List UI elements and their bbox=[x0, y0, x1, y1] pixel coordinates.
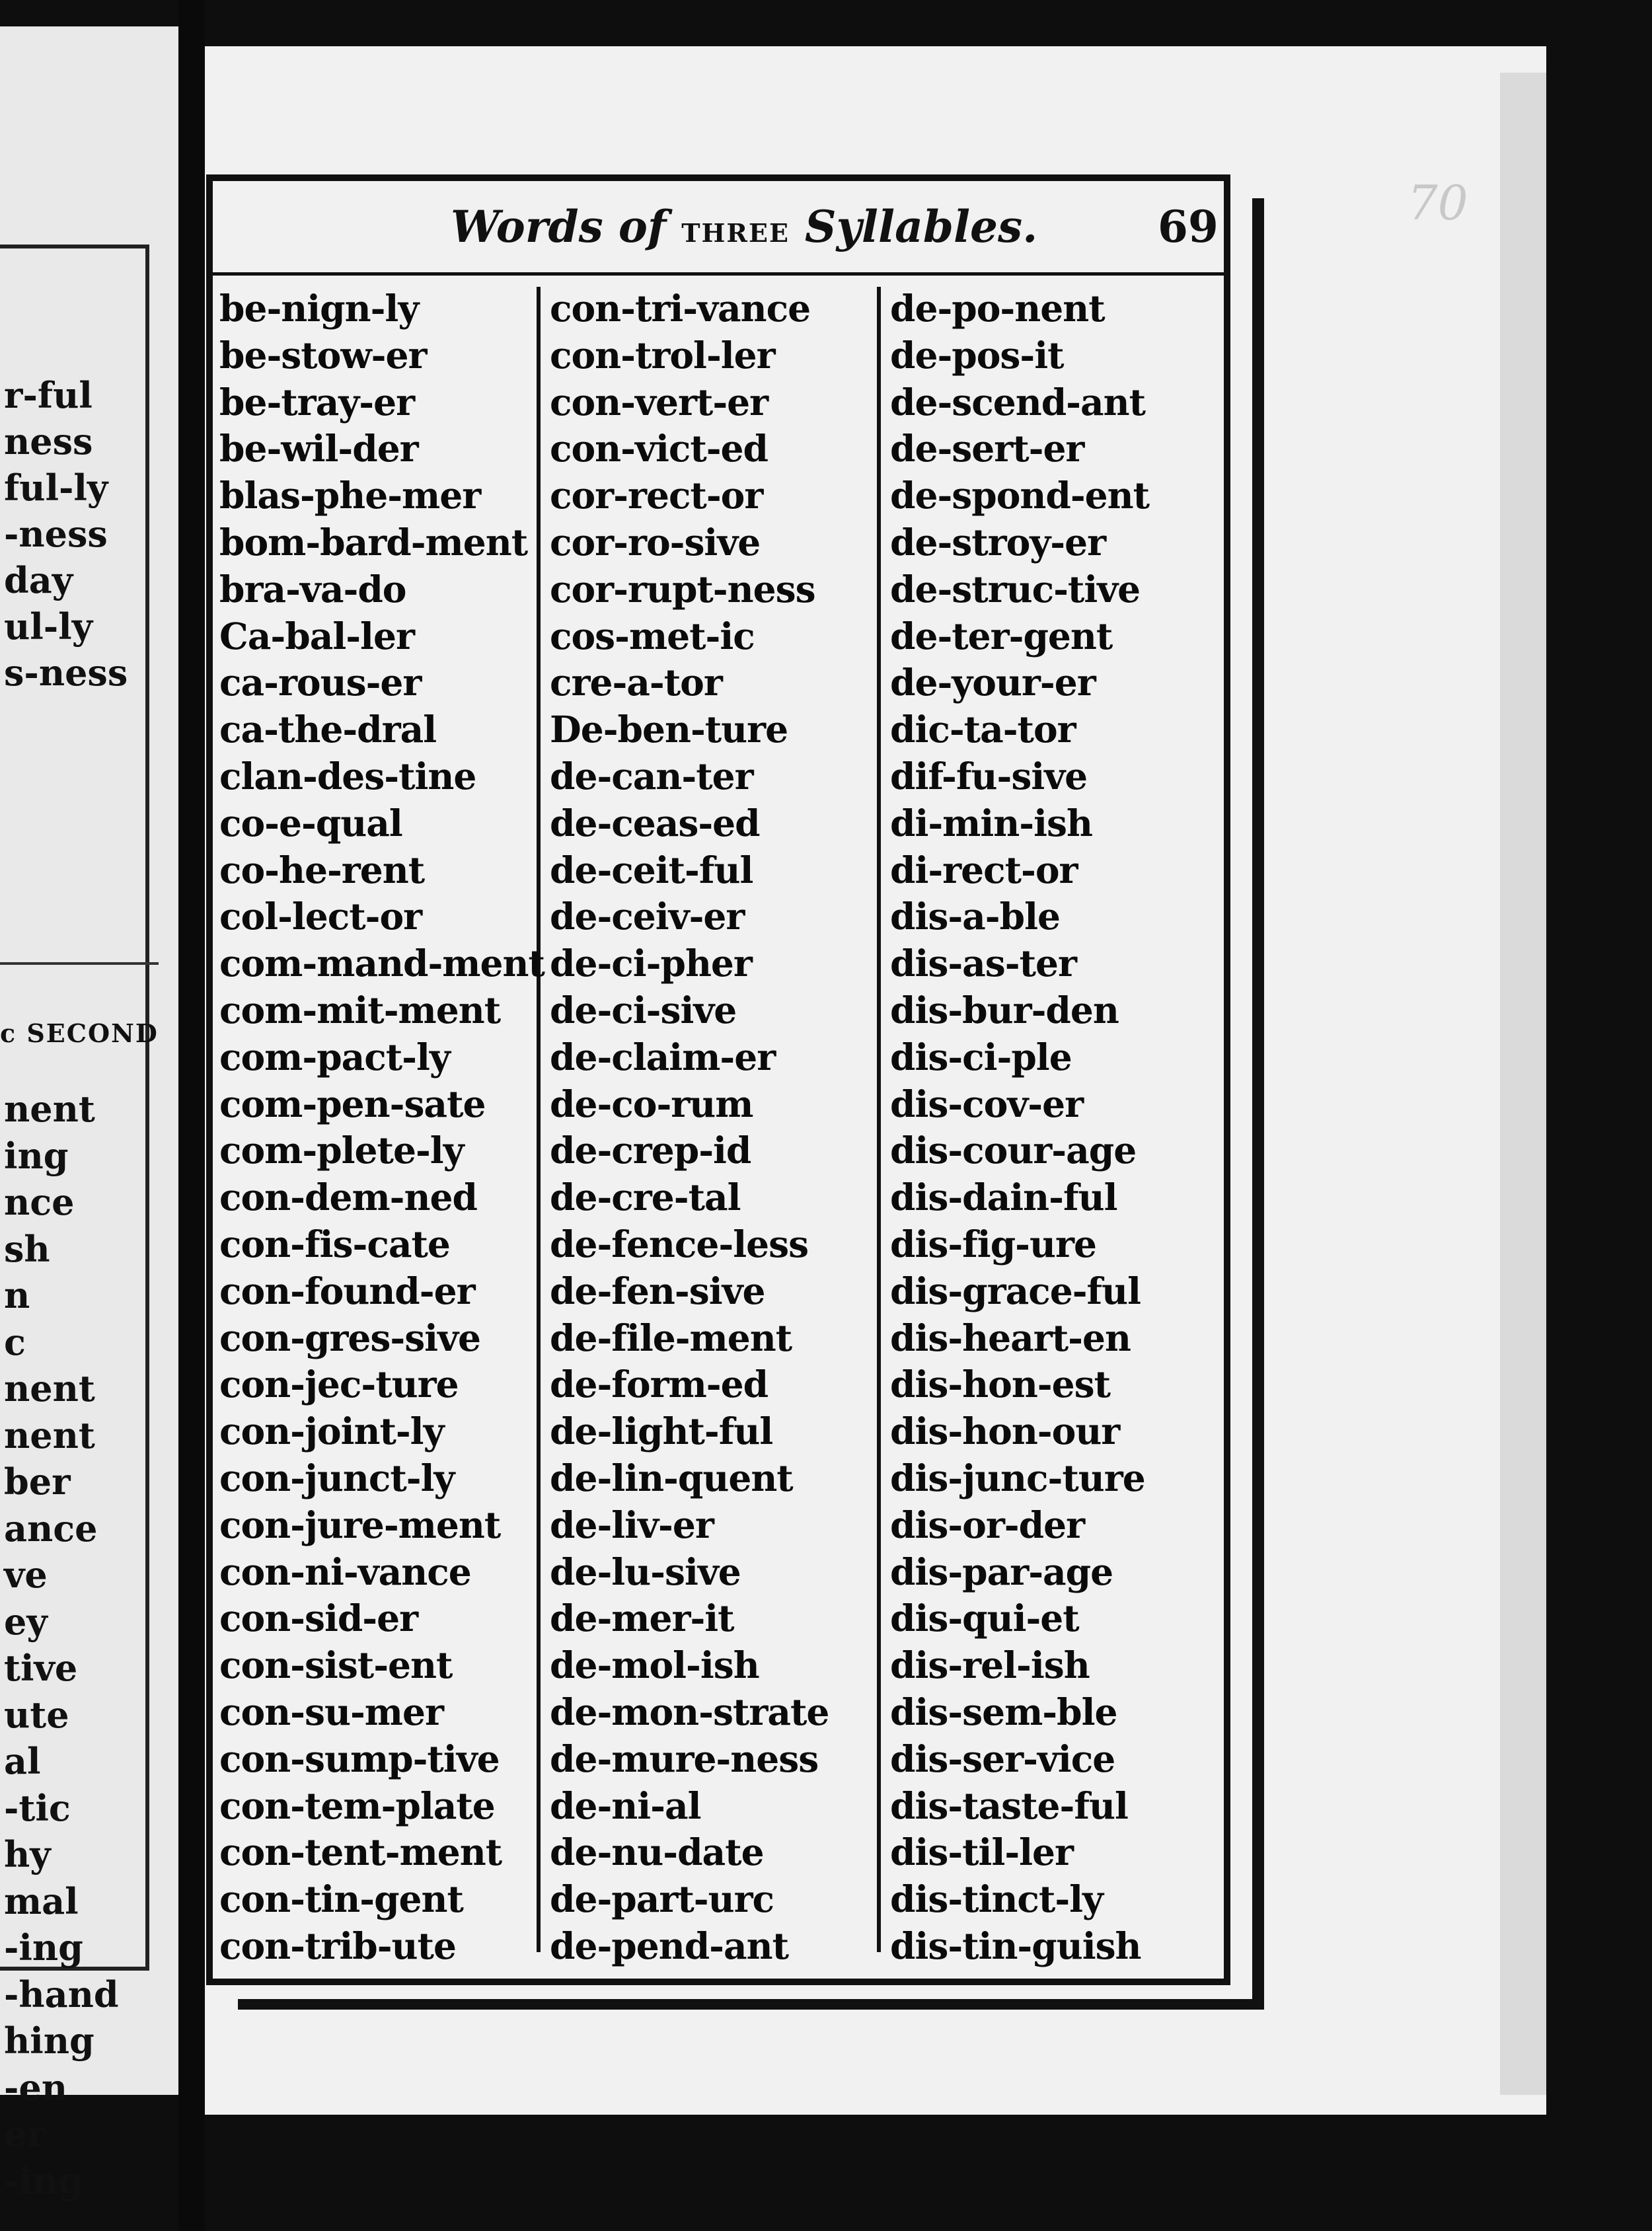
left-word: ance bbox=[4, 1507, 98, 1550]
word-entry: de-pend-ant bbox=[550, 1924, 789, 1967]
word-entry: dis-as-ter bbox=[890, 942, 1076, 985]
word-entry: be-tray-er bbox=[219, 380, 415, 424]
page-title bbox=[451, 201, 1037, 252]
word-entry: cos-met-ic bbox=[550, 614, 755, 658]
left-word: ness bbox=[4, 420, 93, 463]
left-word: r-ful bbox=[4, 374, 93, 416]
left-word: ute bbox=[4, 1693, 69, 1736]
word-entry: con-tent-ment bbox=[219, 1831, 502, 1874]
left-word: tive bbox=[4, 1647, 78, 1689]
left-word: -ness bbox=[4, 513, 108, 555]
word-entry: de-file-ment bbox=[550, 1316, 792, 1359]
word-entry: dis-qui-et bbox=[890, 1597, 1079, 1640]
left-word: nent bbox=[4, 1367, 95, 1410]
left-word: ey bbox=[4, 1600, 48, 1643]
header-rule bbox=[213, 272, 1224, 276]
word-entry: clan-des-tine bbox=[219, 754, 476, 798]
word-entry: con-sid-er bbox=[219, 1597, 418, 1640]
word-column-1 bbox=[219, 285, 544, 1970]
word-entry: de-liv-er bbox=[550, 1503, 714, 1546]
left-word: ing bbox=[4, 1134, 69, 1177]
left-word: -ing bbox=[4, 2159, 83, 2202]
word-entry: de-mol-ish bbox=[550, 1644, 759, 1687]
left-word: -hand bbox=[4, 1973, 119, 2016]
word-entry: com-mit-ment bbox=[219, 988, 501, 1032]
word-entry: con-joint-ly bbox=[219, 1410, 444, 1453]
word-entry: de-pos-it bbox=[890, 333, 1064, 377]
word-entry: dis-ser-vice bbox=[890, 1737, 1115, 1780]
word-entry: di-rect-or bbox=[890, 848, 1078, 891]
word-entry: com-plete-ly bbox=[219, 1129, 464, 1172]
left-word: sh bbox=[4, 1227, 50, 1270]
word-entry: dis-fig-ure bbox=[890, 1222, 1096, 1266]
word-entry: con-junct-ly bbox=[219, 1456, 455, 1499]
word-entry: dis-heart-en bbox=[890, 1316, 1131, 1359]
word-entry: de-light-ful bbox=[550, 1410, 773, 1453]
word-entry: de-ni-al bbox=[550, 1784, 701, 1827]
word-entry: col-lect-or bbox=[219, 895, 422, 938]
word-entry: dis-rel-ish bbox=[890, 1644, 1090, 1687]
word-entry: dis-sem-ble bbox=[890, 1690, 1117, 1733]
word-entry: de-scend-ant bbox=[890, 380, 1146, 424]
word-entry: con-vict-ed bbox=[550, 427, 769, 471]
word-entry: de-mer-it bbox=[550, 1597, 734, 1640]
word-entry: de-ter-gent bbox=[890, 614, 1113, 658]
word-entry: de-ceas-ed bbox=[550, 801, 760, 845]
word-entry: dis-ci-ple bbox=[890, 1035, 1072, 1078]
word-entry: cre-a-tor bbox=[550, 661, 722, 704]
word-entry: con-sump-tive bbox=[219, 1737, 500, 1780]
left-word: nent bbox=[4, 1414, 95, 1456]
left-divider bbox=[0, 962, 159, 965]
word-entry: de-struc-tive bbox=[890, 567, 1141, 611]
word-entry: de-sert-er bbox=[890, 427, 1084, 471]
word-entry: dis-bur-den bbox=[890, 988, 1119, 1032]
word-entry: de-mon-strate bbox=[550, 1690, 829, 1733]
word-entry: de-can-ter bbox=[550, 754, 753, 798]
word-column-3 bbox=[890, 285, 1149, 1970]
word-entry: com-mand-ment bbox=[219, 942, 544, 985]
word-entry: bom-bard-ment bbox=[219, 520, 528, 564]
word-entry: dif-fu-sive bbox=[890, 754, 1088, 798]
word-entry: di-min-ish bbox=[890, 801, 1092, 845]
word-entry: con-jure-ment bbox=[219, 1503, 501, 1546]
word-entry: co-e-qual bbox=[219, 801, 402, 845]
word-entry: ca-rous-er bbox=[219, 661, 422, 704]
word-entry: dis-junc-ture bbox=[890, 1456, 1145, 1499]
book-binding bbox=[178, 0, 205, 2231]
word-entry: con-tin-gent bbox=[219, 1877, 463, 1921]
word-entry: con-jec-ture bbox=[219, 1363, 459, 1406]
word-entry: dis-hon-our bbox=[890, 1410, 1120, 1453]
word-entry: be-nign-ly bbox=[219, 287, 419, 330]
word-list-frame bbox=[206, 174, 1230, 1985]
word-entry: de-ceit-ful bbox=[550, 848, 753, 891]
word-entry: com-pact-ly bbox=[219, 1035, 450, 1078]
title-part-caps: three bbox=[681, 208, 790, 250]
word-entry: dis-dain-ful bbox=[890, 1176, 1117, 1219]
word-entry: cor-ro-sive bbox=[550, 520, 761, 564]
left-word: hing bbox=[4, 2020, 94, 2062]
word-entry: com-pen-sate bbox=[219, 1082, 486, 1125]
word-entry: con-trib-ute bbox=[219, 1924, 456, 1967]
word-entry: de-ceiv-er bbox=[550, 895, 745, 938]
word-entry: con-trol-ler bbox=[550, 333, 775, 377]
word-entry: con-gres-sive bbox=[219, 1316, 481, 1359]
word-entry: de-fen-sive bbox=[550, 1269, 765, 1312]
word-entry: de-claim-er bbox=[550, 1035, 776, 1078]
word-entry: de-lu-sive bbox=[550, 1550, 741, 1593]
word-entry: dis-tinct-ly bbox=[890, 1877, 1104, 1921]
word-entry: be-wil-der bbox=[219, 427, 418, 471]
word-entry: de-fence-less bbox=[550, 1222, 809, 1266]
word-entry: de-stroy-er bbox=[890, 520, 1106, 564]
word-entry: de-form-ed bbox=[550, 1363, 769, 1406]
left-word: nce bbox=[4, 1181, 75, 1223]
word-entry: con-ni-vance bbox=[219, 1550, 471, 1593]
left-word: -en bbox=[4, 2066, 68, 2109]
page-number: 69 bbox=[1158, 201, 1219, 252]
word-entry: dis-a-ble bbox=[890, 895, 1060, 938]
word-entry: cor-rupt-ness bbox=[550, 567, 815, 611]
left-word: ful-ly bbox=[4, 467, 108, 509]
word-entry: de-po-nent bbox=[890, 287, 1105, 330]
word-entry: De-ben-ture bbox=[550, 708, 788, 751]
word-entry: co-he-rent bbox=[219, 848, 425, 891]
left-word: -tic bbox=[4, 1786, 71, 1829]
page-edge bbox=[1500, 73, 1546, 2095]
word-entry: con-sist-ent bbox=[219, 1644, 453, 1687]
word-entry: de-crep-id bbox=[550, 1129, 751, 1172]
word-entry: dis-tin-guish bbox=[890, 1924, 1141, 1967]
word-entry: be-stow-er bbox=[219, 333, 427, 377]
word-entry: de-lin-quent bbox=[550, 1456, 793, 1499]
word-entry: bra-va-do bbox=[219, 567, 406, 611]
word-entry: dis-grace-ful bbox=[890, 1269, 1141, 1312]
word-entry: dis-cov-er bbox=[890, 1082, 1084, 1125]
word-entry: con-tem-plate bbox=[219, 1784, 495, 1827]
word-entry: cor-rect-or bbox=[550, 474, 763, 517]
title-part: Words of bbox=[451, 201, 667, 252]
title-part: Syllables. bbox=[804, 201, 1038, 252]
bleed-through-text: 70 bbox=[1408, 175, 1468, 231]
left-word: nent bbox=[4, 1088, 95, 1130]
word-entry: con-fis-cate bbox=[219, 1222, 450, 1266]
left-word: ve bbox=[4, 1554, 48, 1596]
left-word: ul-ly bbox=[4, 605, 93, 648]
left-word: al bbox=[4, 1740, 41, 1782]
word-entry: Ca-bal-ler bbox=[219, 614, 414, 658]
previous-page bbox=[0, 26, 186, 2202]
word-entry: dis-or-der bbox=[890, 1503, 1085, 1546]
left-word: hy bbox=[4, 1833, 51, 1875]
word-entry: de-ci-sive bbox=[550, 988, 737, 1032]
word-entry: de-part-urc bbox=[550, 1877, 774, 1921]
word-entry: dis-cour-age bbox=[890, 1129, 1137, 1172]
previous-page-frame bbox=[0, 245, 159, 2202]
word-entry: dis-taste-ful bbox=[890, 1784, 1128, 1827]
word-entry: de-spond-ent bbox=[890, 474, 1150, 517]
word-entry: con-su-mer bbox=[219, 1690, 443, 1733]
word-entry: con-tri-vance bbox=[550, 287, 811, 330]
word-entry: de-cre-tal bbox=[550, 1176, 741, 1219]
left-word: er bbox=[4, 2113, 46, 2155]
left-word: -ing bbox=[4, 1926, 83, 1969]
left-word: mal bbox=[4, 1879, 79, 1922]
word-entry: dis-par-age bbox=[890, 1550, 1113, 1593]
word-entry: con-dem-ned bbox=[219, 1176, 477, 1219]
word-entry: de-co-rum bbox=[550, 1082, 753, 1125]
word-entry: con-found-er bbox=[219, 1269, 475, 1312]
left-word: ber bbox=[4, 1460, 71, 1503]
word-entry: blas-phe-mer bbox=[219, 474, 481, 517]
word-entry: dis-hon-est bbox=[890, 1363, 1110, 1406]
left-word: s-ness bbox=[4, 652, 128, 694]
word-entry: dis-til-ler bbox=[890, 1831, 1074, 1874]
word-entry: dic-ta-tor bbox=[890, 708, 1076, 751]
column-rule bbox=[877, 287, 881, 1952]
word-entry: con-vert-er bbox=[550, 380, 769, 424]
left-section-heading: c SECOND bbox=[0, 1018, 159, 1048]
word-entry: de-nu-date bbox=[550, 1831, 764, 1874]
word-entry: de-mure-ness bbox=[550, 1737, 819, 1780]
word-entry: ca-the-dral bbox=[219, 708, 437, 751]
left-word: n bbox=[4, 1274, 30, 1316]
left-word: c bbox=[4, 1320, 26, 1363]
word-column-2 bbox=[550, 285, 829, 1970]
word-entry: de-ci-pher bbox=[550, 942, 752, 985]
left-word: day bbox=[4, 559, 73, 601]
word-entry: de-your-er bbox=[890, 661, 1096, 704]
